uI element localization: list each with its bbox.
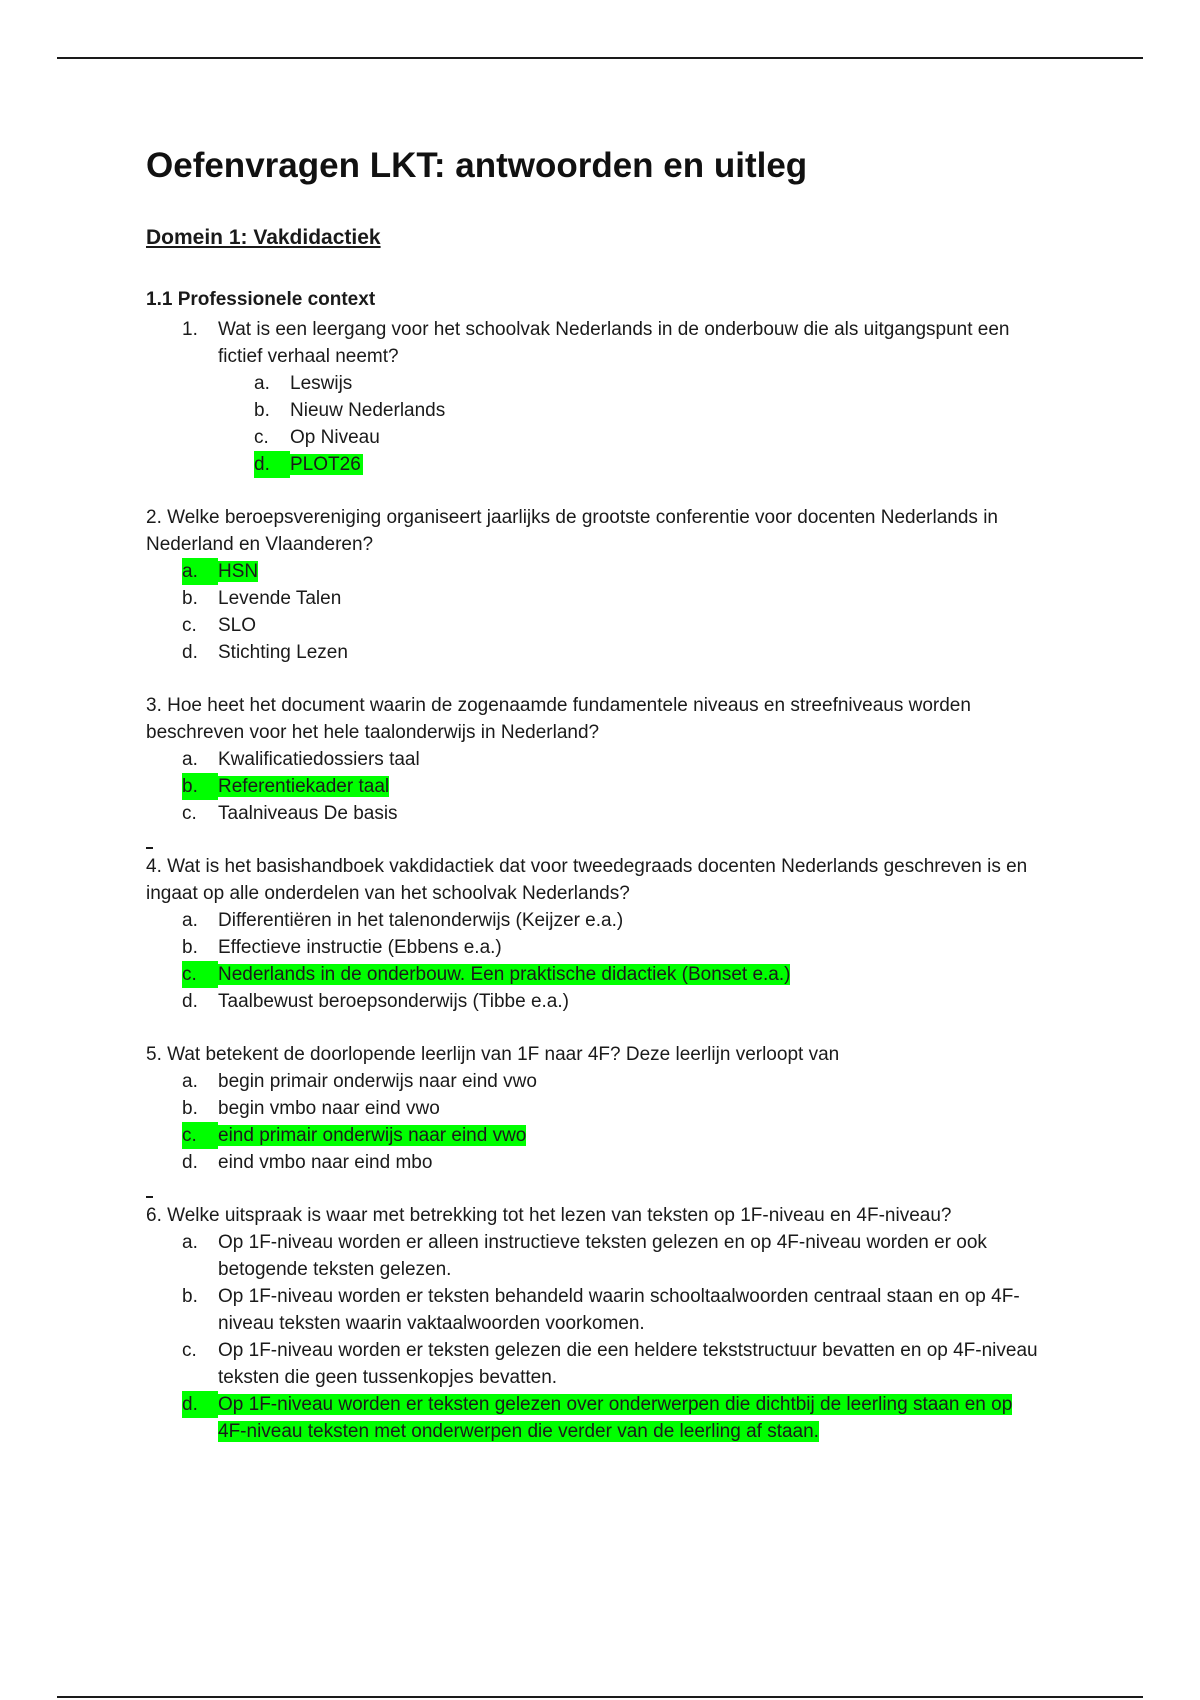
- option-letter: b.: [182, 937, 198, 958]
- question-text: 6. Welke uitspraak is waar met betrekking tot het lezen van teksten op 1F-niveau en 4F-niveau?: [146, 1205, 952, 1226]
- question-text: 4. Wat is het basishandboek vakdidactiek dat voor tweedegraads docenten Nederlands geschreven is en ingaat op alle onderdelen van het schoolvak Nederlands?: [146, 856, 1028, 904]
- question-text: 2. Welke beroepsvereniging organiseert jaarlijks de grootste conferentie voor docenten Nederlands in Nederland en Vlaanderen?: [146, 507, 998, 555]
- option-list: [182, 746, 1046, 827]
- option-text: Levende Talen: [218, 588, 342, 609]
- option-text: Op 1F-niveau worden er teksten gelezen die een heldere tekststructuur bevatten en op 4F-niveau teksten die geen tussenkopjes bevatten.: [218, 1340, 1038, 1388]
- option-letter: b.: [182, 1098, 198, 1119]
- option-text: Referentiekader taal: [218, 776, 390, 797]
- question-4: [146, 853, 1046, 1015]
- option-c-correct: [182, 961, 1046, 988]
- option-text: Stichting Lezen: [218, 642, 348, 663]
- header-rule: [57, 57, 1143, 59]
- option-letter: a.: [254, 373, 270, 394]
- option-c: [182, 800, 1046, 827]
- option-letter: a.: [182, 1232, 198, 1253]
- option-text: Op 1F-niveau worden er alleen instructieve teksten gelezen en op 4F-niveau worden er ook betogende teksten gelezen.: [218, 1232, 987, 1280]
- question-1: [146, 316, 1046, 478]
- option-text: Kwalificatiedossiers taal: [218, 749, 420, 770]
- option-text: SLO: [218, 615, 257, 636]
- option-a-correct: [182, 558, 1046, 585]
- option-a: [182, 1068, 1046, 1095]
- option-list: [182, 1068, 1046, 1176]
- option-letter: b.: [182, 773, 218, 800]
- option-list: [254, 370, 1046, 478]
- option-a: [182, 907, 1046, 934]
- option-text: Op 1F-niveau worden er teksten gelezen over onderwerpen die dichtbij de leerling staan en op 4F-niveau teksten met onderwerpen die verder van de leerling af staan.: [218, 1394, 1013, 1442]
- option-text: Effectieve instructie (Ebbens e.a.): [218, 937, 502, 958]
- option-letter: a.: [182, 1071, 198, 1092]
- option-letter: b.: [182, 588, 198, 609]
- option-letter: a.: [182, 749, 198, 770]
- option-d-correct: [254, 451, 1046, 478]
- option-text: Taalbewust beroepsonderwijs (Tibbe e.a.): [218, 991, 569, 1012]
- option-letter: c.: [182, 803, 197, 824]
- footer-rule: [57, 1696, 1143, 1698]
- question-text: Wat is een leergang voor het schoolvak Nederlands in de onderbouw die als uitgangspunt een fictief verhaal neemt?: [218, 319, 1010, 367]
- option-b-correct: [182, 773, 1046, 800]
- option-text: PLOT26: [254, 454, 361, 475]
- option-letter: d.: [182, 991, 198, 1012]
- question-number: 1.: [182, 319, 198, 340]
- option-a: [182, 746, 1046, 773]
- option-c: [254, 424, 1046, 451]
- option-text: HSN: [218, 561, 259, 582]
- option-b: [182, 1283, 1046, 1337]
- option-d-correct: [182, 1391, 1046, 1445]
- option-letter: b.: [254, 400, 270, 421]
- option-c-correct: [182, 1122, 1046, 1149]
- question-3: [146, 692, 1046, 827]
- option-c: [182, 612, 1046, 639]
- question-6: [146, 1202, 1046, 1445]
- option-a: [254, 370, 1046, 397]
- option-d: [182, 639, 1046, 666]
- question-text: 3. Hoe heet het document waarin de zogenaamde fundamentele niveaus en streefniveaus worden beschreven voor het hele taalonderwijs in Nederland?: [146, 695, 971, 743]
- option-list: [182, 558, 1046, 666]
- option-a: [182, 1229, 1046, 1283]
- option-text: Taalniveaus De basis: [218, 803, 398, 824]
- option-text: eind primair onderwijs naar eind vwo: [218, 1125, 527, 1146]
- option-letter: c.: [254, 427, 269, 448]
- option-letter: d.: [182, 1391, 218, 1418]
- option-letter: a.: [182, 558, 218, 585]
- option-b: [182, 585, 1046, 612]
- option-letter: b.: [182, 1286, 198, 1307]
- option-d: [182, 988, 1046, 1015]
- option-b: [182, 934, 1046, 961]
- option-b: [182, 1095, 1046, 1122]
- correct-highlight: [254, 454, 363, 475]
- option-d: [182, 1149, 1046, 1176]
- question-5: [146, 1041, 1046, 1176]
- option-b: [254, 397, 1046, 424]
- option-text: Nieuw Nederlands: [290, 400, 446, 421]
- option-letter: a.: [182, 910, 198, 931]
- option-text: Leswijs: [290, 373, 353, 394]
- question-2: [146, 504, 1046, 666]
- option-letter: d.: [254, 451, 290, 478]
- question-text: 5. Wat betekent de doorlopende leerlijn van 1F naar 4F? Deze leerlijn verloopt van: [146, 1044, 840, 1065]
- document-title: Oefenvragen LKT: antwoorden en uitleg: [146, 146, 808, 185]
- section-heading: 1.1 Professionele context: [146, 289, 376, 310]
- option-text: begin primair onderwijs naar eind vwo: [218, 1071, 537, 1092]
- option-letter: c.: [182, 615, 197, 636]
- option-text: Op Niveau: [290, 427, 380, 448]
- option-text: begin vmbo naar eind vwo: [218, 1098, 440, 1119]
- option-text: eind vmbo naar eind mbo: [218, 1152, 433, 1173]
- document-body: [146, 140, 1046, 1445]
- option-letter: d.: [182, 1152, 198, 1173]
- option-list: [182, 1229, 1046, 1445]
- option-text: Nederlands in de onderbouw. Een praktische didactiek (Bonset e.a.): [218, 964, 791, 985]
- domain-heading: Domein 1: Vakdidactiek: [146, 226, 381, 249]
- option-c: [182, 1337, 1046, 1391]
- option-text: Differentiëren in het talenonderwijs (Keijzer e.a.): [218, 910, 624, 931]
- option-letter: c.: [182, 1122, 218, 1149]
- option-text: Op 1F-niveau worden er teksten behandeld waarin schooltaalwoorden centraal staan en op 4F-niveau teksten waarin vaktaalwoorden voorkomen.: [218, 1286, 1020, 1334]
- option-letter: c.: [182, 1340, 197, 1361]
- option-list: [182, 907, 1046, 1015]
- option-letter: d.: [182, 642, 198, 663]
- option-letter: c.: [182, 961, 218, 988]
